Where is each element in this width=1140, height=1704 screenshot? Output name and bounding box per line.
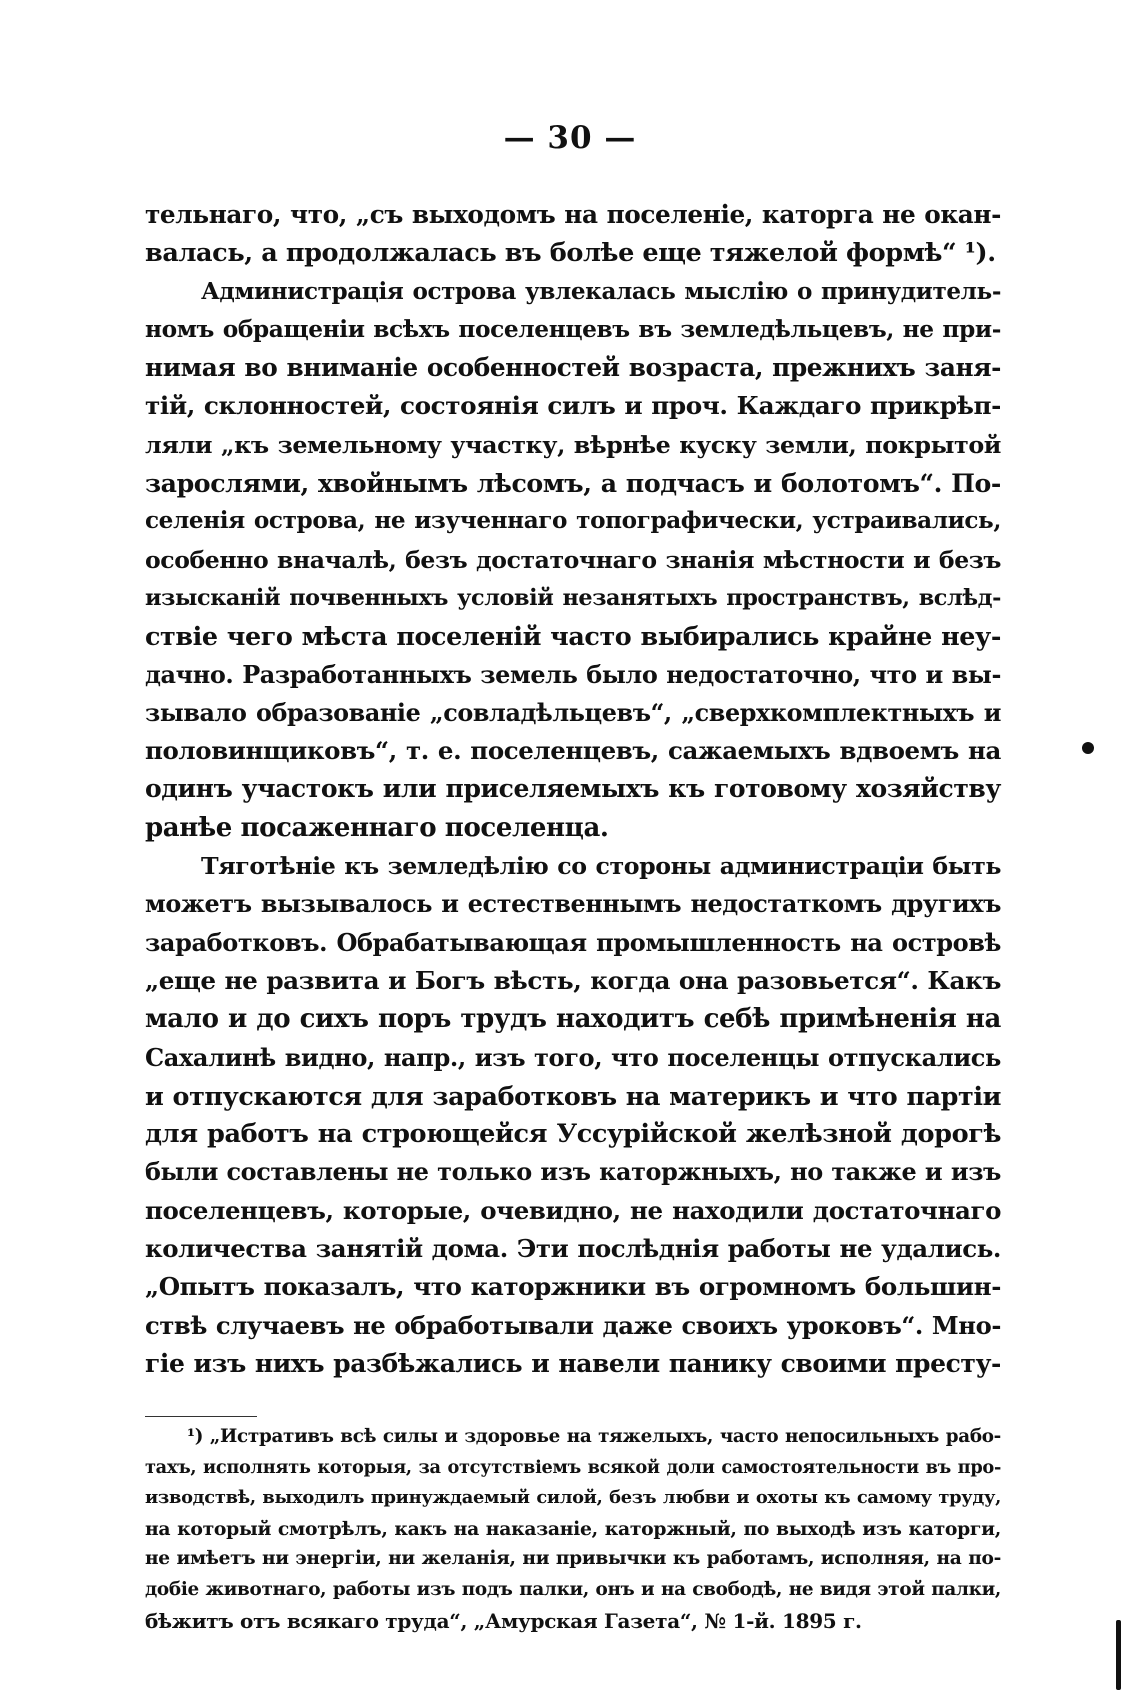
text-line: номъ обращеніи всѣхъ поселенцевъ въ земледѣльцевъ, не при- [145,315,1001,343]
text-line: селенія острова, не изученнаго топографически, устраивались, [145,507,1001,535]
main-text [145,196,1001,1383]
text-line: тій, склонностей, состоянія силъ и проч. Каждаго прикрѣп- [145,391,1001,421]
text-line: изысканій почвенныхъ условій незанятыхъ пространствъ, вслѣд- [145,584,1001,611]
margin-ink-dot [1082,742,1094,754]
text-line: половинщиковъ“, т. е. поселенцевъ, сажаемыхъ вдвоемъ на [145,736,1001,766]
text-line: были составлены не только изъ каторжныхъ, но также и изъ [145,1158,1001,1187]
footnote [145,1422,1001,1636]
text-line: нимая во вниманіе особенностей возраста, прежнихъ заня- [145,353,1001,383]
footnote-line: бѣжитъ отъ всякаго труда“, „Амурская Газета“, № 1-й. 1895 г. [145,1608,862,1633]
footnote-line: тахъ, исполнять которыя, за отсутствіемъ всякой доли самостоятельности въ про- [145,1456,1001,1478]
text-line: и отпускаются для заработковъ на материкъ и что партіи [145,1080,1001,1111]
page-number: — 30 — [503,120,637,156]
text-line: ранѣе посаженнаго поселенца. [145,812,609,843]
text-line: заработковъ. Обрабатывающая промышленность на островѣ [145,927,1001,957]
text-line: Администрація острова увлекалась мыслію о принудитель- [201,277,1001,305]
text-line: ствѣ случаевъ не обработывали даже своихъ уроковъ“. Мно- [145,1310,1001,1340]
footnote-line: на который смотрѣлъ, какъ на наказаніе, каторжный, по выходѣ изъ каторги, [145,1517,1001,1540]
footnote-line: добіе животнаго, работы изъ подъ палки, онъ и на свободѣ, не видя этой палки, [145,1578,1001,1600]
text-line: ляли „къ земельному участку, вѣрнѣе куску земли, покрытой [145,430,1001,459]
text-line: поселенцевъ, которые, очевидно, не находили достаточнаго [145,1195,1001,1225]
text-line: для работъ на строющейся Уссурійской желѣзной дорогѣ [145,1119,1001,1150]
text-line: тельнаго, что, „съ выходомъ на поселеніе, каторга не окан- [145,200,1001,229]
page-edge-mark [1116,1620,1121,1690]
text-line: Сахалинѣ видно, напр., изъ того, что поселенцы отпускались [145,1042,1001,1072]
footnote-line: не имѣетъ ни энергіи, ни желанія, ни привычки къ работамъ, исполняя, на по- [145,1548,1001,1570]
text-line: гіе изъ нихъ разбѣжались и навели панику своими престу- [145,1348,1001,1378]
text-line: можетъ вызывалось и естественнымъ недостаткомъ другихъ [145,890,1001,919]
text-line: зывало образованіе „совладѣльцевъ“, „сверхкомплектныхъ и [145,698,1001,727]
text-line: ствіе чего мѣста поселеній часто выбирались крайне неу- [145,621,1001,652]
footnote-divider [145,1416,257,1417]
text-line: мало и до сихъ поръ трудъ находитъ себѣ примѣненія на [145,1004,1001,1035]
text-line: одинъ участокъ или приселяемыхъ къ готовому хозяйству [145,774,1001,804]
footnote-line: ¹) „Истративъ всѣ силы и здоровье на тяжелыхъ, часто непосильныхъ рабо- [187,1426,1001,1447]
footnote-line: изводствѣ, выходилъ принуждаемый силой, безъ любви и охоты къ самому труду, [145,1487,1001,1509]
text-line: особенно вначалѣ, безъ достаточнаго знанія мѣстности и безъ [145,545,1001,574]
text-line: „еще не развита и Богъ вѣсть, когда она разовьется“. Какъ [145,965,1001,995]
text-line: дачно. Разработанныхъ земель было недостаточно, что и вы- [145,660,1001,689]
text-line: Тяготѣніе къ земледѣлію со стороны администраціи быть [201,852,1001,881]
text-line: количества занятій дома. Эти послѣднія работы не удались. [145,1234,1001,1264]
text-line: зарослями, хвойнымъ лѣсомъ, а подчасъ и болотомъ“. По- [145,468,1001,499]
text-line: валась, а продолжалась въ болѣе еще тяжелой формѣ“ ¹). [145,238,996,269]
text-line: „Опытъ показалъ, что каторжники въ огромномъ большин- [145,1272,1001,1302]
